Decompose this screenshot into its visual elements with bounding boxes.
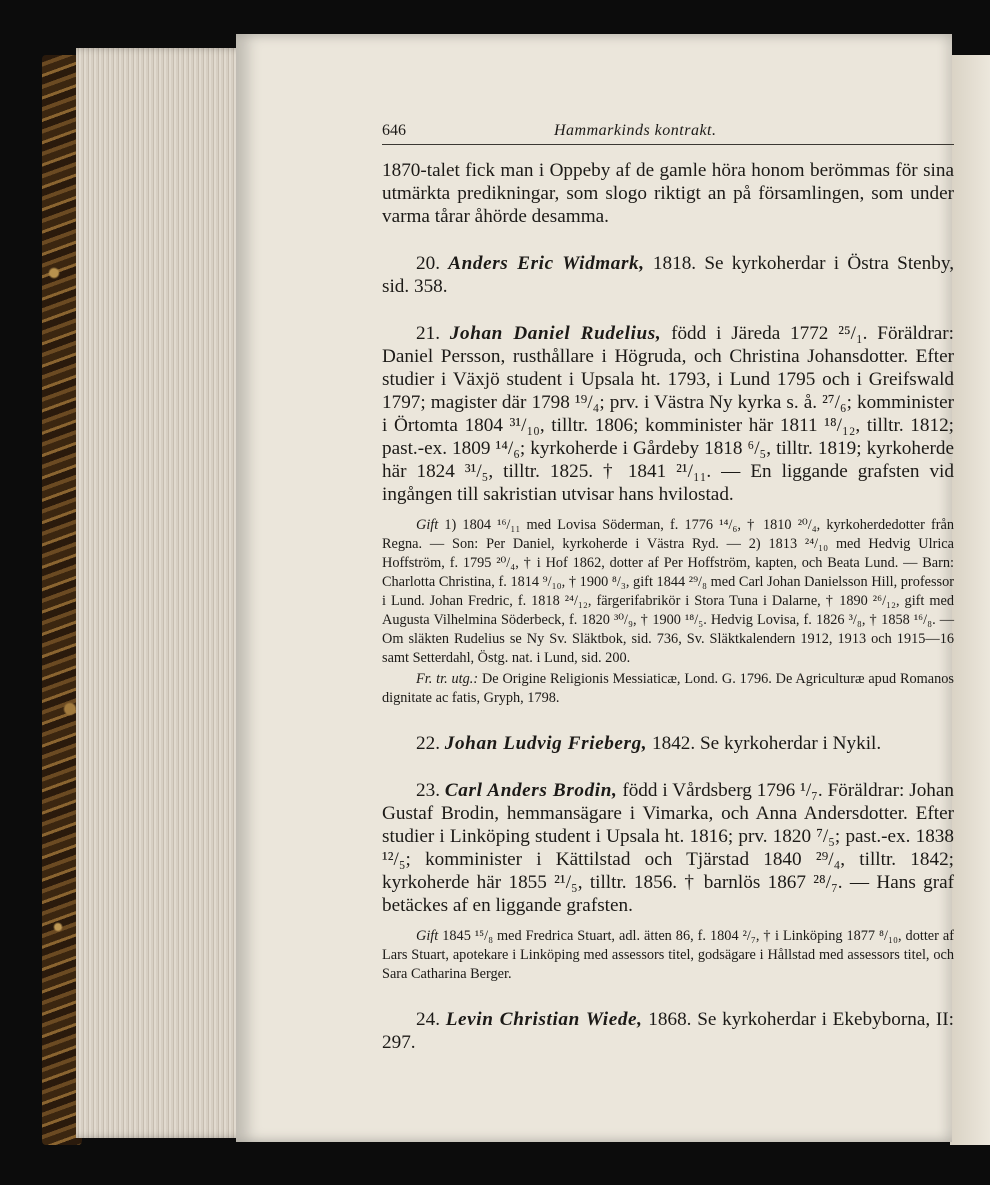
entry-number: 20. bbox=[416, 253, 440, 274]
entry-text: 1842. Se kyrkoherdar i Nykil. bbox=[652, 733, 882, 754]
note-lead: Gift bbox=[416, 928, 439, 944]
entry-text: född i Järeda 1772 ²⁵/₁. Föräldrar: Daniel Persson, rusthållare i Högruda, och Christina Johansdotter. Efter studier i Växjö student i Upsala ht. 1793, i Lund 1795 och i Greifswald 1797; magister där 1798 ¹⁹/₄; prv. i Västra Ny kyrka s. å. ²⁷/₆; komminister i Örtomta 1804 ³¹/₁₀, tilltr. 1806; komminister här 1811 ¹⁸/₁₂, tilltr. 1812; past.-ex. 1809 ¹⁴/₆; kyrkoherde i Gårdeby 1818 ⁶/₅, tilltr. 1819; kyrkoherde här 1824 ³¹/₅, tilltr. 1825. † 1841 ²¹/₁₁. — En liggande grafsten vid ingången till sakristian utvisar hans hvilostad. bbox=[382, 323, 955, 505]
entry-23-family-note bbox=[382, 927, 954, 984]
entry-name: Levin Christian Wiede, bbox=[445, 1009, 643, 1030]
entry-name: Johan Daniel Rudelius, bbox=[449, 323, 662, 344]
note-text: 1845 ¹⁵/₈ med Fredrica Stuart, adl. ätten 86, f. 1804 ²/₇, † i Linköping 1877 ⁸/₁₀, dotter af Lars Stuart, apotekare i Linköping med assessors titel, godsägare i Hållstad med assessors titel, och Sara Catharina Berger. bbox=[382, 928, 955, 982]
page-edges bbox=[76, 48, 251, 1138]
running-title: Hammarkinds kontrakt. bbox=[554, 122, 717, 139]
intro-paragraph: 1870-talet fick man i Oppeby af de gamle höra honom berömmas för sina utmärkta predikningar, som slogo riktigt an på församlingen, som under varma tårar åhörde desamma. bbox=[382, 160, 954, 227]
book-page bbox=[236, 34, 955, 1142]
entry-21-works-note bbox=[382, 670, 954, 708]
entry-23 bbox=[382, 779, 954, 917]
page-number: 646 bbox=[382, 122, 406, 139]
entry-number: 22. bbox=[416, 733, 440, 754]
page-header bbox=[382, 122, 954, 145]
note-lead: Fr. tr. utg.: bbox=[416, 671, 479, 687]
entry-number: 23. bbox=[416, 780, 440, 801]
entry-20 bbox=[382, 252, 954, 298]
entry-22 bbox=[382, 732, 954, 755]
entry-name: Carl Anders Brodin, bbox=[444, 780, 618, 801]
entry-name: Johan Ludvig Frieberg, bbox=[444, 733, 648, 754]
entry-21 bbox=[382, 322, 954, 506]
facing-page-edge bbox=[950, 55, 990, 1145]
entry-name: Anders Eric Widmark, bbox=[448, 253, 645, 274]
note-text: 1) 1804 ¹⁶/₁₁ med Lovisa Söderman, f. 1776 ¹⁴/₆, † 1810 ²⁰/₄, kyrkoherdedotter från Regna. — Son: Per Daniel, kyrkoherde i Västra Ryd. — 2) 1813 ²⁴/₁₀ med Hedvig Ulrica Hoffström, f. 1795 ²⁰/₄, † i Hof 1862, dotter af Per Hoffström, kapten, och Beata Lund. — Barn: Charlotta Christina, f. 1814 ⁹/₁₀, † 1900 ⁸/₃, gift 1844 ²⁹/₈ med Carl Johan Danielsson Hill, professor i Lund. Johan Fredric, f. 1818 ²⁴/₁₂, färgerifabrikör i Stora Tuna i Dalarne, † 1890 ²⁶/₁₂, gift med Augusta Vilhelmina Söderbeck, f. 1820 ³⁰/₉, † 1900 ¹⁸/₅. Hedvig Lovisa, f. 1826 ³/₈, † 1858 ¹⁶/₈. — Om släkten Rudelius se Ny Sv. Släktbok, sid. 736, Sv. Släktkalendern 1912, 1913 och 1915—16 samt Setterdahl, Östg. nat. i Lund, sid. 200. bbox=[382, 517, 954, 666]
entry-21-family-note bbox=[382, 516, 954, 668]
page-body bbox=[382, 159, 954, 1054]
entry-text: 1868. Se kyrkoherdar i Ekebyborna, II: 297. bbox=[382, 1009, 955, 1053]
entry-24 bbox=[382, 1008, 954, 1054]
entry-number: 24. bbox=[416, 1009, 440, 1030]
entry-number: 21. bbox=[416, 323, 440, 344]
note-lead: Gift bbox=[416, 517, 439, 533]
note-text: De Origine Religionis Messiaticæ, Lond. G. 1796. De Agriculturæ apud Romanos dignitate ac fatis, Gryph, 1798. bbox=[382, 671, 954, 706]
entry-text: född i Vårdsberg 1796 ¹/₇. Föräldrar: Johan Gustaf Brodin, hemmansägare i Vimarka, och Anna Andersdotter. Efter studier i Linköping student i Upsala ht. 1816; prv. 1820 ⁷/₅; past.-ex. 1838 ¹²/₅; komminister i Kättilstad och Tjärstad 1840 ²⁹/₄, tilltr. 1842; kyrkoherde här 1855 ²¹/₅, tilltr. 1856. † barnlös 1867 ²⁸/₇. — Hans graf betäckes af en liggande grafsten. bbox=[382, 780, 954, 916]
entry-text: 1818. Se kyrkoherdar i Östra Stenby, sid. 358. bbox=[382, 253, 954, 297]
